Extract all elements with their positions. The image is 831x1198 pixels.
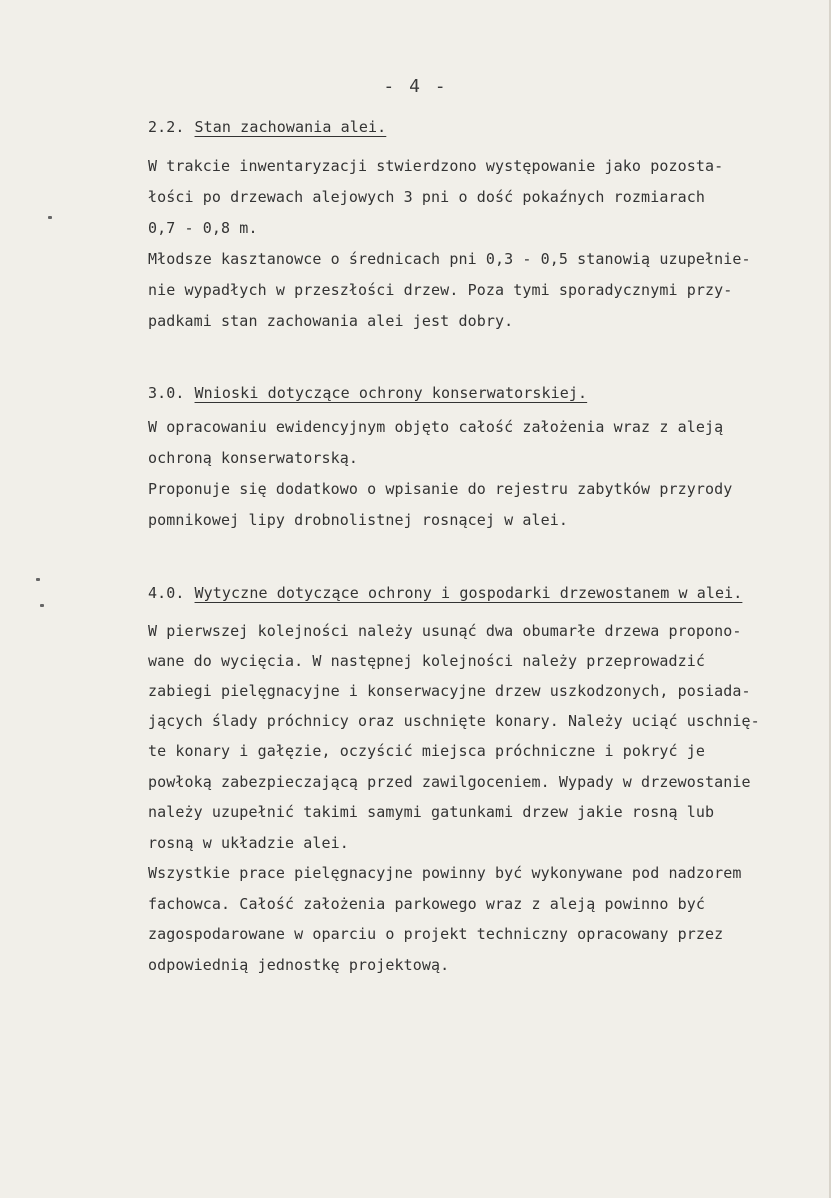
text-line: W trakcie inwentaryzacji stwierdzono występowanie jako pozosta-: [148, 157, 724, 175]
section-number: 2.2.: [148, 118, 185, 136]
text-line: zabiegi pielęgnacyjne i konserwacyjne drzew uszkodzonych, posiada-: [148, 682, 751, 700]
text-line: odpowiednią jednostkę projektową.: [148, 956, 450, 974]
section-title: Wytyczne dotyczące ochrony i gospodarki drzewostanem w alei.: [194, 584, 743, 602]
text-line: ochroną konserwatorską.: [148, 449, 359, 467]
section-heading: [148, 384, 587, 402]
text-line: padkami stan zachowania alei jest dobry.: [148, 312, 514, 330]
section-number: 3.0.: [148, 384, 185, 402]
text-line: nie wypadłych w przeszłości drzew. Poza tymi sporadycznymi przy-: [148, 281, 733, 299]
text-line: fachowca. Całość założenia parkowego wraz z aleją powinno być: [148, 895, 705, 913]
text-line: wane do wycięcia. W następnej kolejności należy przeprowadzić: [148, 652, 705, 670]
section-title: Wnioski dotyczące ochrony konserwatorskiej.: [194, 384, 588, 402]
text-line: należy uzupełnić takimi samymi gatunkami drzew jakie rosną lub: [148, 803, 715, 821]
text-line: łości po drzewach alejowych 3 pni o dość pokaźnych rozmiarach: [148, 188, 705, 206]
text-line: powłoką zabezpieczającą przed zawilgoceniem. Wypady w drzewostanie: [148, 773, 751, 791]
section-title: Stan zachowania alei.: [194, 118, 387, 136]
text-line: pomnikowej lipy drobnolistnej rosnącej w alei.: [148, 511, 569, 529]
section-heading: [148, 584, 742, 602]
text-line: Wszystkie prace pielęgnacyjne powinny być wykonywane pod nadzorem: [148, 864, 742, 882]
margin-mark: [36, 578, 40, 581]
margin-mark: [40, 604, 44, 607]
page-number: - 4 -: [383, 76, 448, 97]
text-line: jących ślady próchnicy oraz uschnięte konary. Należy uciąć uschnię-: [148, 712, 760, 730]
text-line: W opracowaniu ewidencyjnym objęto całość założenia wraz z aleją: [148, 418, 724, 436]
text-line: Proponuje się dodatkowo o wpisanie do rejestru zabytków przyrody: [148, 480, 733, 498]
text-line: W pierwszej kolejności należy usunąć dwa obumarłe drzewa propono-: [148, 622, 742, 640]
text-line: Młodsze kasztanowce o średnicach pni 0,3 - 0,5 stanowią uzupełnie-: [148, 250, 751, 268]
text-line: 0,7 - 0,8 m.: [148, 219, 258, 237]
section-number: 4.0.: [148, 584, 185, 602]
section-heading: [148, 118, 386, 136]
margin-mark: [48, 216, 52, 219]
text-line: te konary i gałęzie, oczyścić miejsca próchniczne i pokryć je: [148, 742, 705, 760]
text-line: rosną w układzie alei.: [148, 834, 349, 852]
text-line: zagospodarowane w oparciu o projekt techniczny opracowany przez: [148, 925, 724, 943]
